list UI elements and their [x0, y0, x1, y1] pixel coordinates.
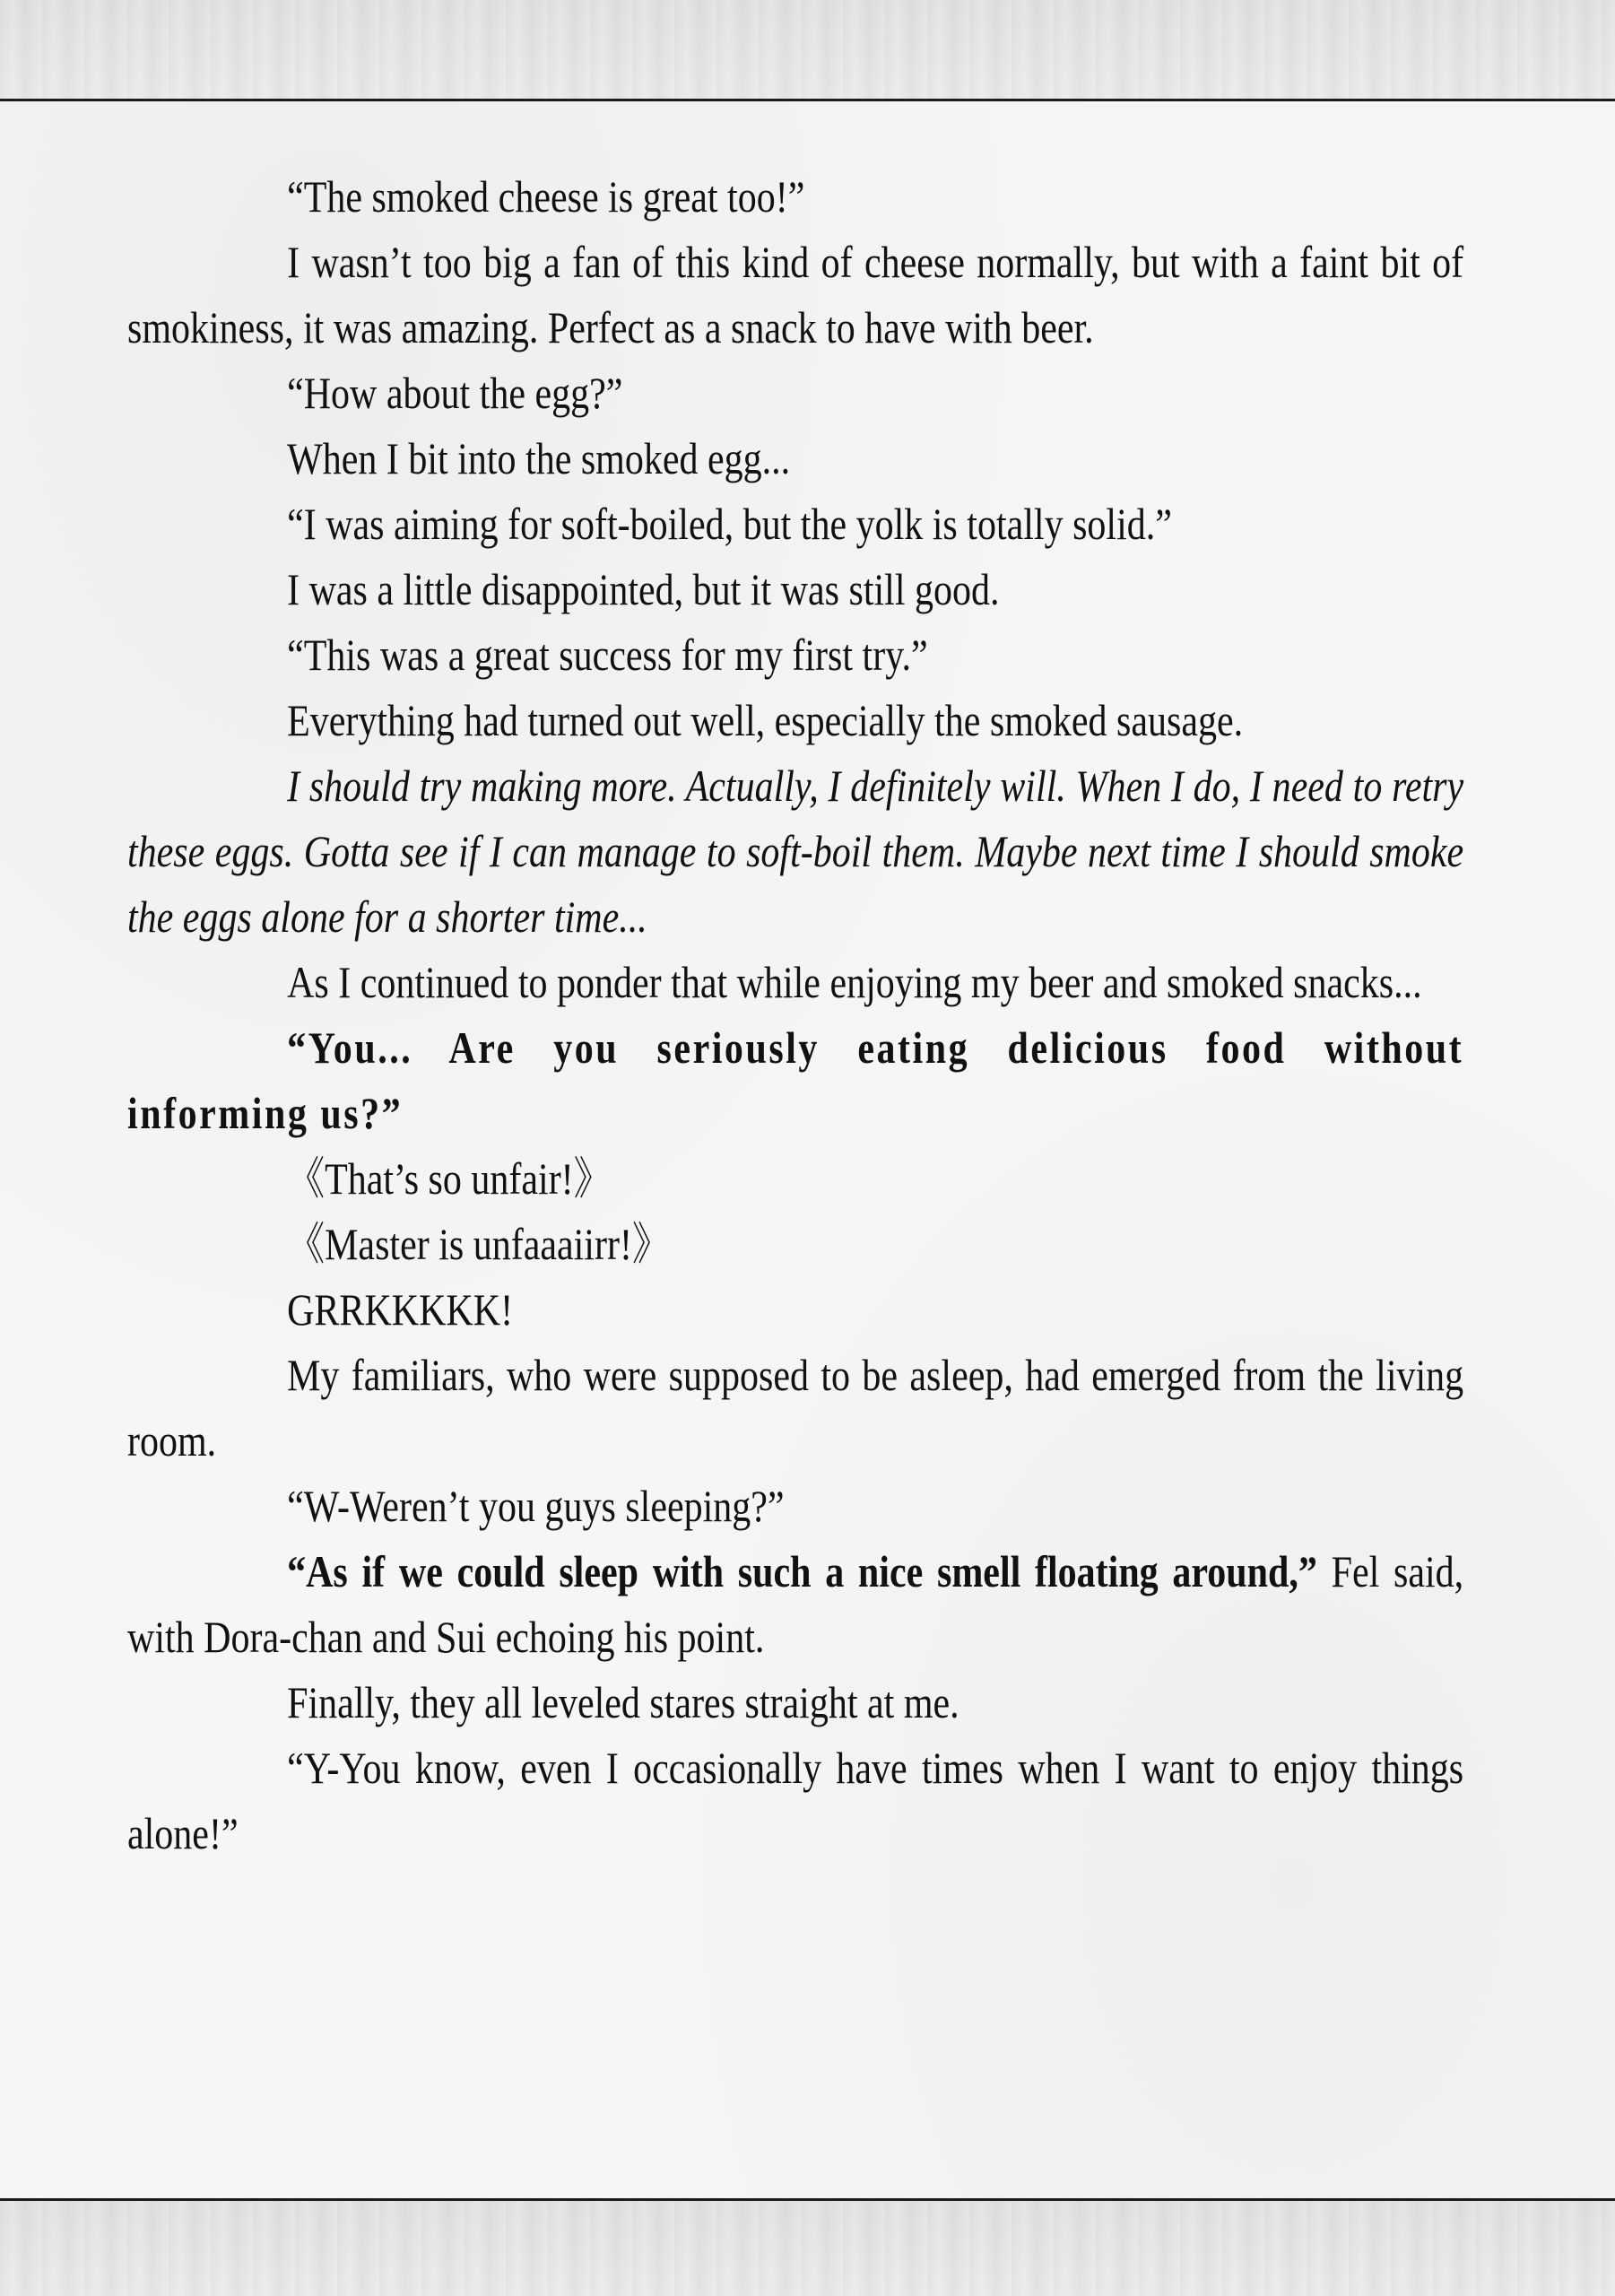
paragraph [127, 1735, 1463, 1866]
paragraph [127, 230, 1463, 361]
paragraph-text: I wasn’t too big a fan of this kind of cheese normally, but with a faint bit of smokiness, it was amazing. Perfect as a snack to have with beer. [127, 237, 1464, 352]
body-text [127, 164, 1464, 1866]
paragraph-text: I was a little disappointed, but it was still good. [287, 564, 1000, 614]
paragraph-text: As I continued to ponder that while enjoying my beer and smoked snacks... [287, 957, 1422, 1007]
paragraph [127, 950, 1463, 1015]
paragraph [127, 1343, 1463, 1474]
paragraph-text: “The smoked cheese is great too!” [287, 171, 805, 222]
top-margin-texture [0, 0, 1615, 100]
page-body [0, 101, 1615, 2198]
telepathy-paragraph [127, 1212, 1463, 1277]
inner-monologue-paragraph [127, 753, 1463, 950]
paragraph-text: GRRKKKKK! [287, 1284, 514, 1335]
mixed-dialogue-paragraph [127, 1539, 1463, 1670]
paragraph-text: My familiars, who were supposed to be asleep, had emerged from the living room. [127, 1350, 1464, 1465]
paragraph-text: 《Master is unfaaaiirr!》 [287, 1219, 670, 1269]
paragraph-text: Finally, they all leveled stares straight at me. [287, 1677, 959, 1727]
paragraph-text: 《That’s so unfair!》 [287, 1153, 612, 1204]
paragraph-text-bold: “You... Are you seriously eating delicious food without informing us?” [127, 1022, 1464, 1138]
paragraph-text: Fel said, with Dora-chan and Sui echoing his point. [127, 1546, 1464, 1662]
telepathy-paragraph [127, 1146, 1463, 1212]
fel-dialogue-paragraph [127, 1015, 1463, 1146]
paragraph [127, 1474, 1463, 1539]
paragraph [127, 622, 1463, 688]
paragraph-text: “W-Weren’t you guys sleeping?” [287, 1481, 785, 1531]
paragraph [127, 491, 1463, 557]
paragraph-text: “Y-You know, even I occasionally have times when I want to enjoy things alone!” [127, 1743, 1464, 1858]
paragraph-text: “I was aiming for soft-boiled, but the yolk is totally solid.” [287, 499, 1172, 549]
paragraph [127, 426, 1463, 491]
paragraph [127, 1670, 1463, 1735]
paragraph [127, 557, 1463, 622]
paragraph-text: When I bit into the smoked egg... [287, 433, 791, 483]
paragraph-text: “This was a great success for my first try.” [287, 630, 928, 680]
paragraph-text: “How about the egg?” [287, 368, 623, 418]
paragraph-text: Everything had turned out well, especially the smoked sausage. [287, 695, 1244, 745]
paragraph [127, 164, 1463, 230]
paragraph [127, 361, 1463, 426]
paragraph-text: I should try making more. Actually, I definitely will. When I do, I need to retry these eggs. Gotta see if I can manage to soft-boil them. Maybe next time I should smoke the eggs alone for a shorter time... [127, 761, 1464, 942]
paragraph [127, 688, 1463, 753]
paragraph-text-bold: “As if we could sleep with such a nice smell floating around,” [287, 1546, 1317, 1596]
paragraph [127, 1277, 1463, 1343]
bottom-margin-texture [0, 2201, 1615, 2296]
